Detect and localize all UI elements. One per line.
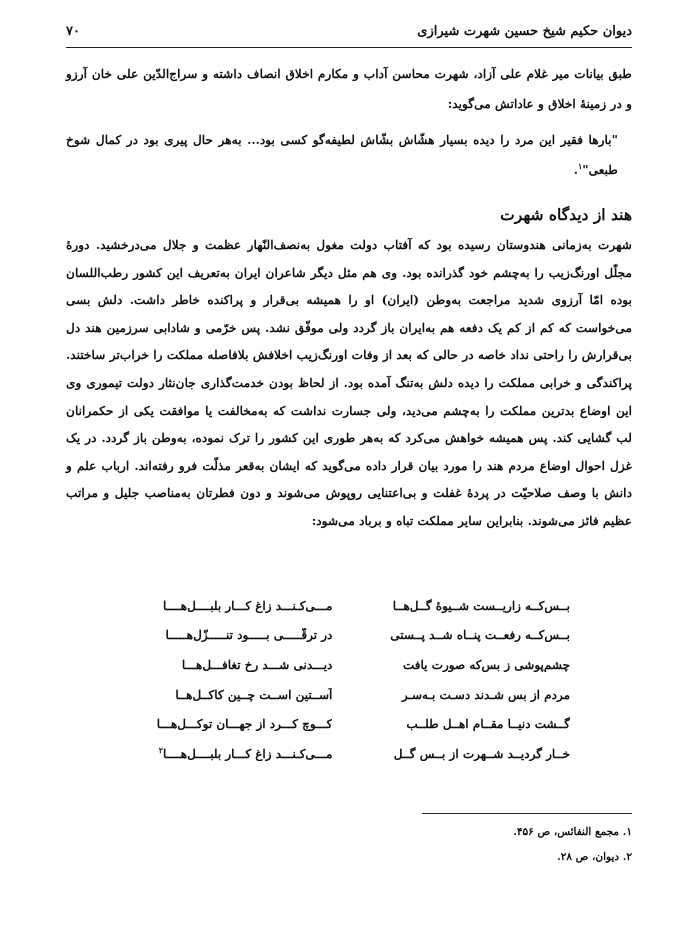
quote-paragraph: "بارها فقیر این مرد را دیده بسیار هشّاش بشّاش لطیفه‌گو کسی بود... به‌هر حال پیری بود در کمال شوخ طبعی"$^۱$. xyxy=(66,133,618,177)
footnote-1: ۱. مجمع النفائس، ص ۴۵۶. xyxy=(513,826,632,838)
intro-paragraph xyxy=(66,60,632,119)
header-rule xyxy=(66,47,632,48)
verse-first-hemistich: گــشت دنیــا مقــام اهــل طلــب xyxy=(406,717,570,732)
verse-first-hemistich: مردم از بس شـدند دسـت بـه‌سـر xyxy=(401,687,570,702)
verse-second-hemistich-text: مـــی‌کـنـــد زاغ کـــار بلبــــل‌هــــا xyxy=(163,746,333,761)
verse-first-hemistich: بــس‌کــه زاریــست شــیوهٔ گــل‌هــا xyxy=(392,598,570,613)
section-heading: هند از دیدگاه شهرت xyxy=(500,205,632,224)
verse-second-hemistich: آســتین اســت چــین کاکــل‌هــا xyxy=(175,687,333,702)
verse-second-hemistich: دیـــدنی شـــد رخ تغافـــل‌هـــا xyxy=(181,657,333,672)
poem-block xyxy=(130,591,570,769)
quote-text: "بارها فقیر این مرد را دیده بسیار هشّاش بشّاش لطیفه‌گو کسی بود... به‌هر حال پیری بود در کمال شوخ طبعی" xyxy=(66,133,618,177)
footnote-marker-2[interactable]: ۲ xyxy=(158,746,164,755)
footnote-marker-1[interactable]: ۱ xyxy=(577,160,583,171)
verse-first-hemistich: خــار گردیــد شــهرت از بــس گــل xyxy=(393,746,570,761)
verse-row xyxy=(130,739,570,769)
page-number: ۷۰ xyxy=(66,24,80,39)
verse-row xyxy=(130,650,570,680)
body-paragraph xyxy=(66,232,632,536)
verse-row xyxy=(130,709,570,739)
verse-row xyxy=(130,621,570,651)
verse-second-hemistich: کـــوچ کـــرد از جهـــان توکـــل‌هـــا xyxy=(156,717,333,732)
body-text: شهرت به‌زمانی هندوستان رسیده بود که آفتاب دولت مغول به‌نصف‌النّهار عظمت و جلال می‌درخشید. دورهٔ مجلّل اورنگ‌زیب را به‌چشم خود گذرانده بود. وی هم مثل دیگر شاعران ایران به‌تعریف این کشور رطب‌اللسان بوده امّا آرزوی شدید مراجعت به‌وطن (ایران) او را همیشه بی‌قرار و پراکنده خاطر داشت. دلش بسی می‌خواست که کم از کم یک دفعه هم به‌ایران باز گردد ولی موفّق نشد. پس خرّمی و شادابی سرزمین هند دل بی‌قرارش را راحتی نداد خاصه در حالی که بعد از وفات اورنگ‌زیب اخلافش بلافاصله مملکت را خراب‌تر ساختند. پراکندگی و خرابی مملکت را دیده دلش به‌تنگ آمده بود. از لحاظ بودن خدمت‌گذاری جان‌نثار دولت تیموری وی این اوضاع بدترین مملکت را به‌چشم می‌دید، ولی جسارت نداشت که به‌مخالفت یا موافقت یکی از حکمرانان لب گشایی کند. پس همیشه خواهش می‌کرد که به‌هر طوری این کشور را ترک نموده، به‌وطن باز گردد. در یک غزل احوال اوضاع مردم هند را مورد بیان قرار داده می‌گوید که ایشان به‌قعر مذلّت فرو رفته‌اند. ارباب علم و دانش با وصف صلاحیّت در پردهٔ غفلت و بی‌اعتنایی روپوش می‌شوند و دون فطرتان به‌مناصب جلیل و مراتب عظیم فائز می‌شوند. بنابراین سایر مملکت تباه و برباد می‌شود: xyxy=(66,238,632,528)
verse-second-hemistich xyxy=(130,747,332,761)
verse-first-hemistich: چشم‌پوشی ز بس‌که صورت یافت xyxy=(403,657,570,672)
verse-second-hemistich: مـــی‌کـنـــد زاغ کـــار بلبــــل‌هــــا xyxy=(163,598,333,613)
footnote-2: ۲. دیوان، ص ۲۸. xyxy=(557,851,632,863)
verse-row xyxy=(130,591,570,621)
intro-text: طبق بیانات میر غلام علی آزاد، شهرت محاسن آداب و مکارم اخلاق انصاف داشته و سراج‌الدّین علی خان آرزو و در زمینهٔ اخلاق و عاداتش می‌گوید: xyxy=(66,67,632,111)
running-header-title: دیوان حکیم شیخ حسین شهرت شیرازی xyxy=(417,24,632,39)
verse-row xyxy=(130,680,570,710)
verse-second-hemistich: در ترقّـــــی بـــــود تنـــــزّل‌هـــــا xyxy=(165,628,333,643)
footnote-rule xyxy=(422,813,632,814)
verse-first-hemistich: بــس‌کــه رفعــت پنــاه شــد پــستی xyxy=(390,628,570,643)
